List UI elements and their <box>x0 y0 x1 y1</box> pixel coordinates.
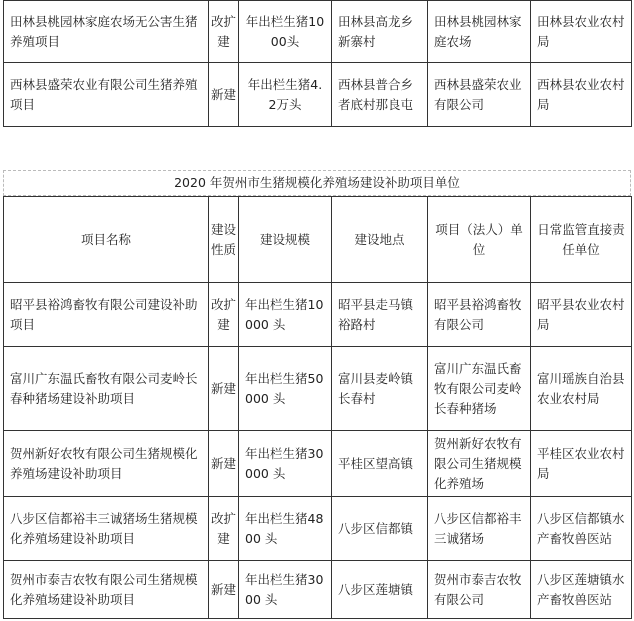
location-cell: 八步区信都镇 <box>332 497 428 561</box>
table-row <box>4 347 632 431</box>
legal-entity-cell: 贺州市泰吉农牧有限公司 <box>428 561 531 619</box>
legal-entity-cell: 富川广东温氏畜牧有限公司麦岭长春种猪场 <box>428 347 531 431</box>
construction-scale-cell: 年出栏生猪4.2万头 <box>239 63 332 127</box>
header-project-name: 项目名称 <box>4 197 209 283</box>
table-caption: 2020 年贺州市生猪规模化养殖场建设补助项目单位 <box>3 170 631 196</box>
construction-nature-cell: 新建 <box>209 347 239 431</box>
project-name-cell: 贺州新好农牧有限公司生猪规模化养殖场建设补助项目 <box>4 431 209 497</box>
header-legal-entity: 项目（法人）单位 <box>428 197 531 283</box>
table-row <box>4 1 632 63</box>
location-cell: 田林县高龙乡新寨村 <box>332 1 428 63</box>
supervision-unit-cell: 八步区莲塘镇水产畜牧兽医站 <box>531 561 632 619</box>
location-cell: 八步区莲塘镇 <box>332 561 428 619</box>
construction-nature-cell: 改扩建 <box>209 283 239 347</box>
construction-scale-cell: 年出栏生猪4800 头 <box>239 497 332 561</box>
legal-entity-cell: 昭平县裕鸿畜牧有限公司 <box>428 283 531 347</box>
legal-entity-cell: 西林县盛荣农业有限公司 <box>428 63 531 127</box>
table-row <box>4 63 632 127</box>
table-row <box>4 561 632 619</box>
header-supervision-unit: 日常监管直接责任单位 <box>531 197 632 283</box>
project-name-cell: 昭平县裕鸿畜牧有限公司建设补助项目 <box>4 283 209 347</box>
table-row <box>4 283 632 347</box>
table-row <box>4 497 632 561</box>
header-construction-nature: 建设性质 <box>209 197 239 283</box>
supervision-unit-cell: 富川瑶族自治县农业农村局 <box>531 347 632 431</box>
main-project-table <box>3 196 632 619</box>
legal-entity-cell: 八步区信都裕丰三诚猪场 <box>428 497 531 561</box>
supervision-unit-cell: 八步区信都镇水产畜牧兽医站 <box>531 497 632 561</box>
construction-nature-cell: 改扩建 <box>209 497 239 561</box>
header-row <box>4 197 632 283</box>
table-row <box>4 431 632 497</box>
construction-scale-cell: 年出栏生猪10000 头 <box>239 283 332 347</box>
project-name-cell: 西林县盛荣农业有限公司生猪养殖项目 <box>4 63 209 127</box>
construction-nature-cell: 新建 <box>209 63 239 127</box>
location-cell: 平桂区望高镇 <box>332 431 428 497</box>
construction-nature-cell: 改扩建 <box>209 1 239 63</box>
project-name-cell: 贺州市泰吉农牧有限公司生猪规模化养殖场建设补助项目 <box>4 561 209 619</box>
construction-scale-cell: 年出栏生猪3000 头 <box>239 561 332 619</box>
construction-scale-cell: 年出栏生猪50000 头 <box>239 347 332 431</box>
project-name-cell: 田林县桃园林家庭农场无公害生猪养殖项目 <box>4 1 209 63</box>
supervision-unit-cell: 平桂区农业农村局 <box>531 431 632 497</box>
legal-entity-cell: 贺州新好农牧有限公司生猪规模化养殖场 <box>428 431 531 497</box>
header-location: 建设地点 <box>332 197 428 283</box>
construction-nature-cell: 新建 <box>209 561 239 619</box>
location-cell: 昭平县走马镇裕路村 <box>332 283 428 347</box>
supervision-unit-cell: 昭平县农业农村局 <box>531 283 632 347</box>
construction-scale-cell: 年出栏生猪30000 头 <box>239 431 332 497</box>
project-name-cell: 八步区信都裕丰三诚猪场生猪规模化养殖场建设补助项目 <box>4 497 209 561</box>
top-project-table <box>3 0 632 127</box>
legal-entity-cell: 田林县桃园林家庭农场 <box>428 1 531 63</box>
location-cell: 富川县麦岭镇长春村 <box>332 347 428 431</box>
construction-scale-cell: 年出栏生猪1000头 <box>239 1 332 63</box>
project-name-cell: 富川广东温氏畜牧有限公司麦岭长春种猪场建设补助项目 <box>4 347 209 431</box>
supervision-unit-cell: 田林县农业农村局 <box>531 1 632 63</box>
construction-nature-cell: 新建 <box>209 431 239 497</box>
supervision-unit-cell: 西林县农业农村局 <box>531 63 632 127</box>
header-construction-scale: 建设规模 <box>239 197 332 283</box>
location-cell: 西林县普合乡者底村那良屯 <box>332 63 428 127</box>
